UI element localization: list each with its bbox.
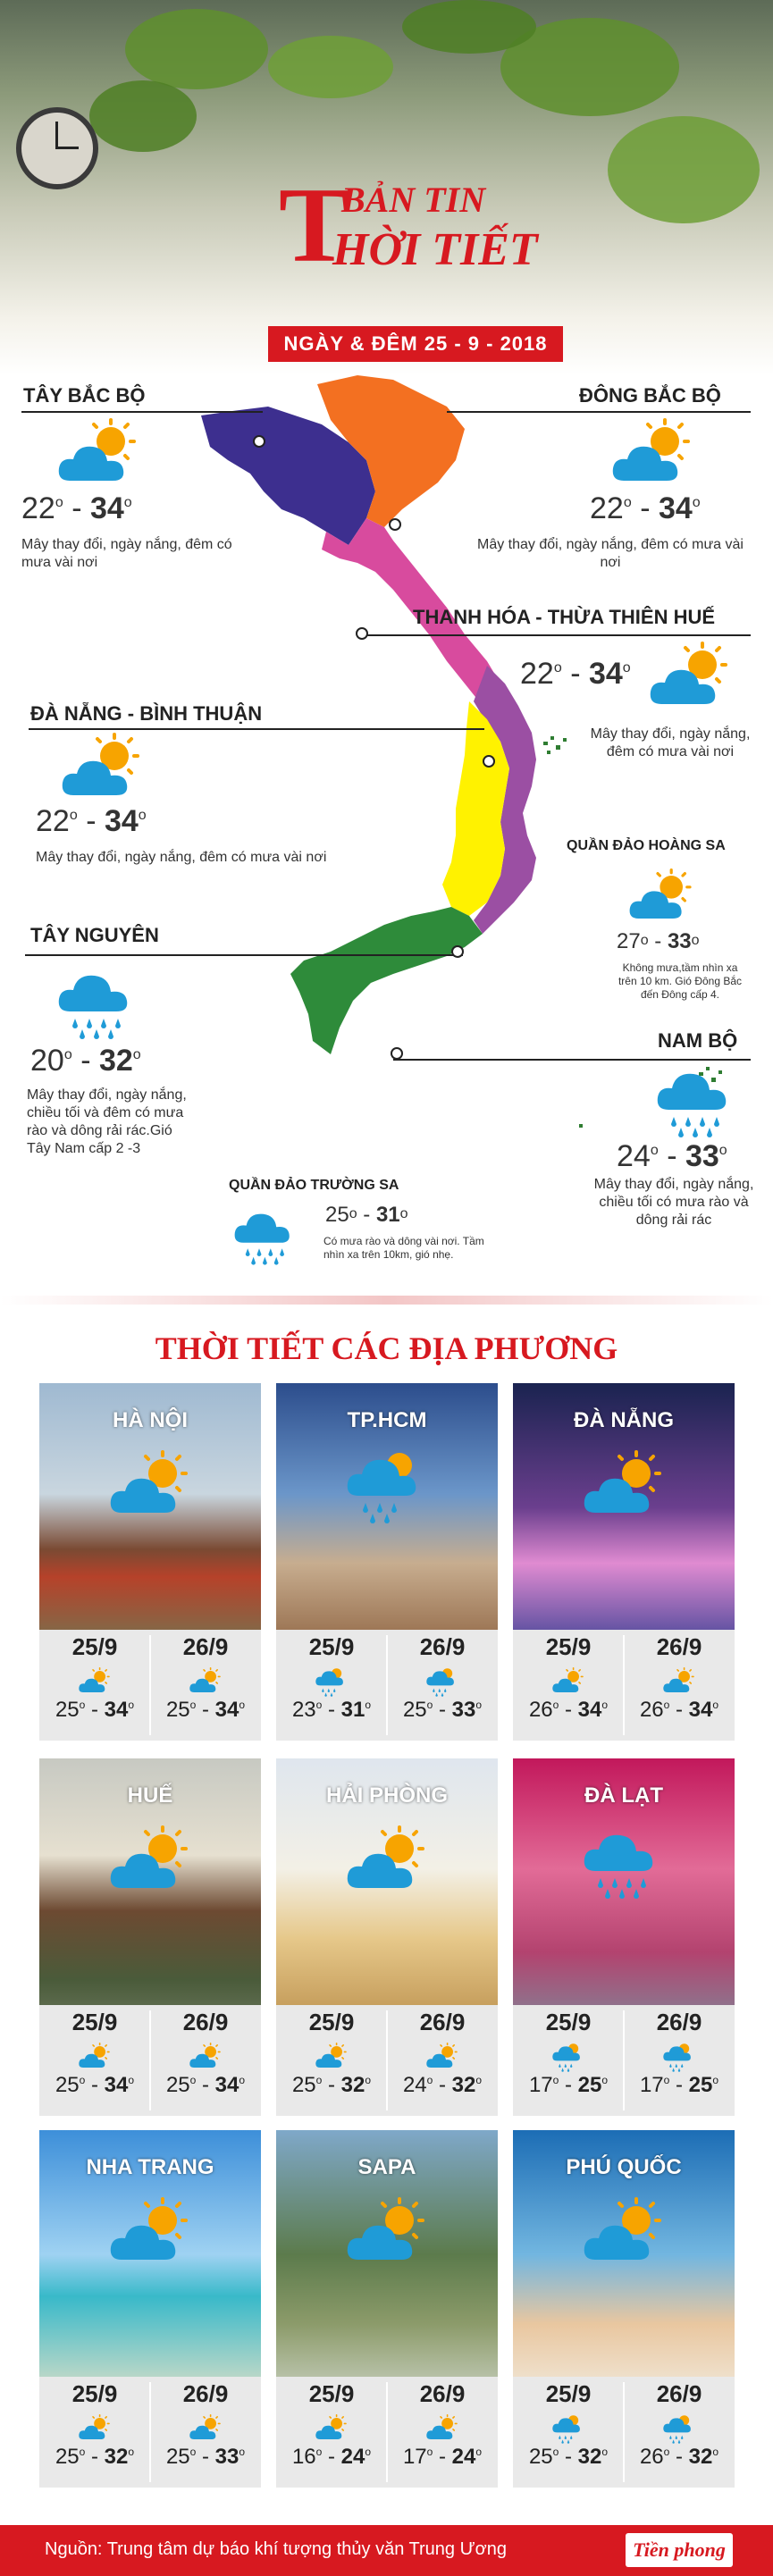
weather-icon-small	[661, 2041, 697, 2073]
divider	[0, 1296, 773, 1305]
city-card	[39, 2130, 261, 2488]
forecast-date: 26/9	[656, 2009, 702, 2035]
forecast-date: 25/9	[71, 2009, 118, 2035]
foliage-decoration	[402, 0, 536, 54]
date-badge: NGÀY & ĐÊM 25 - 9 - 2018	[268, 326, 563, 362]
leader-line	[447, 411, 751, 413]
forecast-date: 26/9	[419, 2009, 466, 2035]
weather-icon	[579, 1821, 668, 1901]
city-photo	[276, 2130, 498, 2407]
forecast-date: 25/9	[545, 2009, 592, 2035]
city-photo	[276, 1383, 498, 1660]
city-card	[276, 2130, 498, 2488]
forecast-date: 25/9	[308, 2380, 355, 2407]
weather-icon-small	[550, 2041, 586, 2073]
weather-icon-small	[424, 1666, 460, 1698]
divider	[149, 1635, 151, 1735]
forecast-date: 25/9	[71, 1633, 118, 1660]
map-region-nam-bo	[290, 907, 483, 1054]
weather-icon-small	[424, 2041, 460, 2073]
weather-icon-small	[188, 1666, 223, 1698]
forecast-panel	[276, 1630, 498, 1741]
brand-logo: Tiền phong	[626, 2533, 733, 2567]
forecast-temp: 25$^o$ - 34$^o$	[55, 2073, 135, 2097]
temperature-range: 22$^o$ - 34$^o$	[21, 491, 132, 525]
weather-description: Mây thay đổi, ngày nắng, đêm có mưa vài nơi	[36, 850, 327, 865]
forecast-panel	[39, 1630, 261, 1741]
forecast-date: 25/9	[545, 2380, 592, 2407]
forecast-date: 26/9	[182, 2380, 229, 2407]
forecast-temp: 16$^o$ - 24$^o$	[291, 2445, 372, 2469]
weather-icon	[105, 2193, 195, 2273]
page-title	[279, 165, 538, 306]
city-name: HẢI PHÒNG	[325, 1783, 448, 1808]
city-card	[513, 1758, 735, 2116]
rain-cloud-icon	[54, 961, 143, 1042]
forecast-date: 25/9	[308, 1633, 355, 1660]
city-card	[276, 1758, 498, 2116]
weather-icon-small	[77, 1666, 113, 1698]
forecast-date: 26/9	[419, 1633, 466, 1660]
divider	[623, 1635, 625, 1735]
city-card	[276, 1383, 498, 1741]
forecast-panel	[513, 1630, 735, 1741]
weather-description: Có mưa rào và dông vài nơi. Tầm nhìn xa trên 10km, gió nhẹ.	[323, 1235, 484, 1261]
forecast-panel	[276, 2377, 498, 2488]
city-card	[39, 1383, 261, 1741]
rain-cloud-icon	[652, 1060, 742, 1140]
forecast-temp: 25$^o$ - 32$^o$	[55, 2445, 135, 2469]
weather-icon	[579, 1446, 668, 1526]
leader-dot	[389, 518, 401, 531]
weather-icon-small	[661, 1666, 697, 1698]
weather-icon-small	[77, 2412, 113, 2445]
divider	[149, 2010, 151, 2110]
forecast-temp: 25$^o$ - 34$^o$	[55, 1698, 135, 1722]
city-name: HUẾ	[127, 1783, 173, 1808]
temperature-range: 22$^o$ - 34$^o$	[590, 491, 701, 525]
weather-icon	[105, 1821, 195, 1901]
city-name: PHÚ QUỐC	[566, 2155, 682, 2179]
region-title: QUẦN ĐẢO HOÀNG SA	[567, 838, 726, 853]
region-title: ĐÀ NẴNG - BÌNH THUẬN	[30, 702, 263, 725]
temperature-range: 20$^o$ - 32$^o$	[30, 1044, 141, 1078]
forecast-temp: 25$^o$ - 34$^o$	[165, 2073, 246, 2097]
forecast-panel	[39, 2005, 261, 2116]
city-name: TP.HCM	[347, 1408, 427, 1432]
forecast-date: 26/9	[182, 1633, 229, 1660]
forecast-date: 25/9	[545, 1633, 592, 1660]
forecast-panel	[513, 2005, 735, 2116]
leader-dot	[356, 627, 368, 640]
city-photo	[39, 1758, 261, 2035]
region-title: NAM BỘ	[658, 1029, 738, 1052]
city-photo	[513, 1383, 735, 1660]
header-banner	[0, 0, 773, 375]
forecast-temp: 25$^o$ - 33$^o$	[402, 1698, 483, 1722]
weather-icon-small	[314, 1666, 349, 1698]
forecast-temp: 23$^o$ - 31$^o$	[291, 1698, 372, 1722]
title-letter: T	[279, 165, 351, 284]
rain-cloud-icon	[231, 1203, 302, 1267]
forecast-temp: 26$^o$ - 32$^o$	[639, 2445, 719, 2469]
forecast-temp: 17$^o$ - 25$^o$	[639, 2073, 719, 2097]
temperature-range: 22$^o$ - 34$^o$	[520, 657, 631, 691]
weather-description: Mây thay đổi, ngày nắng, đêm có mưa vài nơi	[477, 537, 744, 570]
weather-icon-small	[661, 2412, 697, 2445]
weather-description: Mây thay đổi, ngày nắng, chiều tối có mưa rào và dông rải rác	[593, 1177, 754, 1228]
city-photo	[513, 1758, 735, 2035]
leader-dot	[483, 755, 495, 768]
divider	[386, 1635, 388, 1735]
foliage-decoration	[608, 116, 760, 223]
city-photo	[513, 2130, 735, 2407]
sun-cloud-icon	[626, 868, 697, 926]
forecast-temp: 17$^o$ - 25$^o$	[528, 2073, 609, 2097]
weather-icon-small	[550, 2412, 586, 2445]
city-name: SAPA	[357, 2155, 416, 2179]
forecast-panel	[39, 2377, 261, 2488]
weather-icon	[105, 1446, 195, 1526]
leader-line	[21, 411, 263, 413]
forecast-date: 26/9	[419, 2380, 466, 2407]
weather-icon	[342, 1446, 432, 1526]
forecast-temp: 25$^o$ - 32$^o$	[528, 2445, 609, 2469]
weather-icon	[342, 2193, 432, 2273]
forecast-panel	[513, 2377, 735, 2488]
sun-cloud-icon	[57, 733, 147, 804]
sun-cloud-icon	[54, 418, 143, 490]
weather-icon-small	[188, 2041, 223, 2073]
city-photo	[39, 1383, 261, 1660]
forecast-temp: 25$^o$ - 32$^o$	[291, 2073, 372, 2097]
region-title: THANH HÓA - THỪA THIÊN HUẾ	[413, 606, 716, 628]
weather-icon	[342, 1821, 432, 1901]
foliage-decoration	[268, 36, 393, 98]
divider	[386, 2010, 388, 2110]
weather-description: Mây thay đổi, ngày nắng, đêm có mưa vài nơi	[21, 537, 232, 570]
weather-description: Không mưa,tầm nhìn xa trên 10 km. Gió Đông Bắc đến Đông cấp 4.	[618, 961, 743, 1001]
divider	[623, 2010, 625, 2110]
weather-icon	[579, 2193, 668, 2273]
city-photo	[276, 1758, 498, 2035]
divider	[149, 2382, 151, 2482]
divider	[386, 2382, 388, 2482]
region-title: TÂY NGUYÊN	[30, 924, 159, 946]
divider	[623, 2382, 625, 2482]
forecast-temp: 25$^o$ - 34$^o$	[165, 1698, 246, 1722]
leader-line	[366, 634, 751, 636]
forecast-date: 26/9	[656, 1633, 702, 1660]
region-title: TÂY BẮC BỘ	[23, 384, 146, 407]
foliage-decoration	[89, 80, 197, 152]
city-card	[39, 1758, 261, 2116]
region-title: ĐÔNG BẮC BỘ	[579, 384, 721, 407]
city-name: NHA TRANG	[86, 2155, 214, 2179]
forecast-date: 26/9	[182, 2009, 229, 2035]
city-name: HÀ NỘI	[113, 1408, 188, 1432]
forecast-temp: 24$^o$ - 32$^o$	[402, 2073, 483, 2097]
forecast-date: 26/9	[656, 2380, 702, 2407]
weather-icon-small	[550, 1666, 586, 1698]
city-name: ĐÀ LẠT	[584, 1783, 663, 1808]
footer	[0, 2525, 773, 2576]
sun-cloud-icon	[608, 418, 697, 490]
leader-line	[29, 728, 484, 730]
weather-icon-small	[77, 2041, 113, 2073]
city-card	[513, 2130, 735, 2488]
clock-icon	[16, 107, 98, 189]
forecast-temp: 26$^o$ - 34$^o$	[639, 1698, 719, 1722]
region-title: QUẦN ĐẢO TRƯỜNG SA	[229, 1178, 399, 1193]
city-name: ĐÀ NẴNG	[574, 1408, 674, 1432]
leader-dot	[451, 945, 464, 958]
temperature-range: 22$^o$ - 34$^o$	[36, 804, 147, 838]
weather-icon-small	[188, 2412, 223, 2445]
weather-icon-small	[314, 2041, 349, 2073]
weather-description: Mây thay đổi, ngày nắng, chiều tối và đêm có mưa rào và dông rải rác.Gió Tây Nam cấp 2 -3	[27, 1087, 187, 1156]
forecast-temp: 17$^o$ - 24$^o$	[402, 2445, 483, 2469]
sun-cloud-icon	[645, 642, 735, 713]
source-credit: Nguồn: Trung tâm dự báo khí tượng thủy văn Trung Ương	[45, 2539, 508, 2559]
temperature-range: 27$^o$ - 33$^o$	[617, 929, 700, 953]
city-card	[513, 1383, 735, 1741]
forecast-date: 25/9	[308, 2009, 355, 2035]
city-photo	[39, 2130, 261, 2407]
temperature-range: 25$^o$ - 31$^o$	[325, 1203, 408, 1227]
title-line-1: BẢN TIN	[341, 180, 486, 220]
forecast-temp: 25$^o$ - 33$^o$	[165, 2445, 246, 2469]
weather-description: Mây thay đổi, ngày nắng, đêm có mưa vài nơi	[590, 726, 751, 759]
weather-icon-small	[424, 2412, 460, 2445]
forecast-date: 25/9	[71, 2380, 118, 2407]
temperature-range: 24$^o$ - 33$^o$	[617, 1139, 727, 1173]
local-weather-title: THỜI TIẾT CÁC ĐỊA PHƯƠNG	[155, 1330, 618, 1366]
foliage-decoration	[125, 9, 268, 89]
leader-line	[25, 954, 463, 956]
leader-dot	[253, 435, 265, 448]
title-line-2: HỜI TIẾT	[332, 224, 538, 275]
leader-dot	[391, 1047, 403, 1060]
weather-icon-small	[314, 2412, 349, 2445]
forecast-panel	[276, 2005, 498, 2116]
forecast-temp: 26$^o$ - 34$^o$	[528, 1698, 609, 1722]
